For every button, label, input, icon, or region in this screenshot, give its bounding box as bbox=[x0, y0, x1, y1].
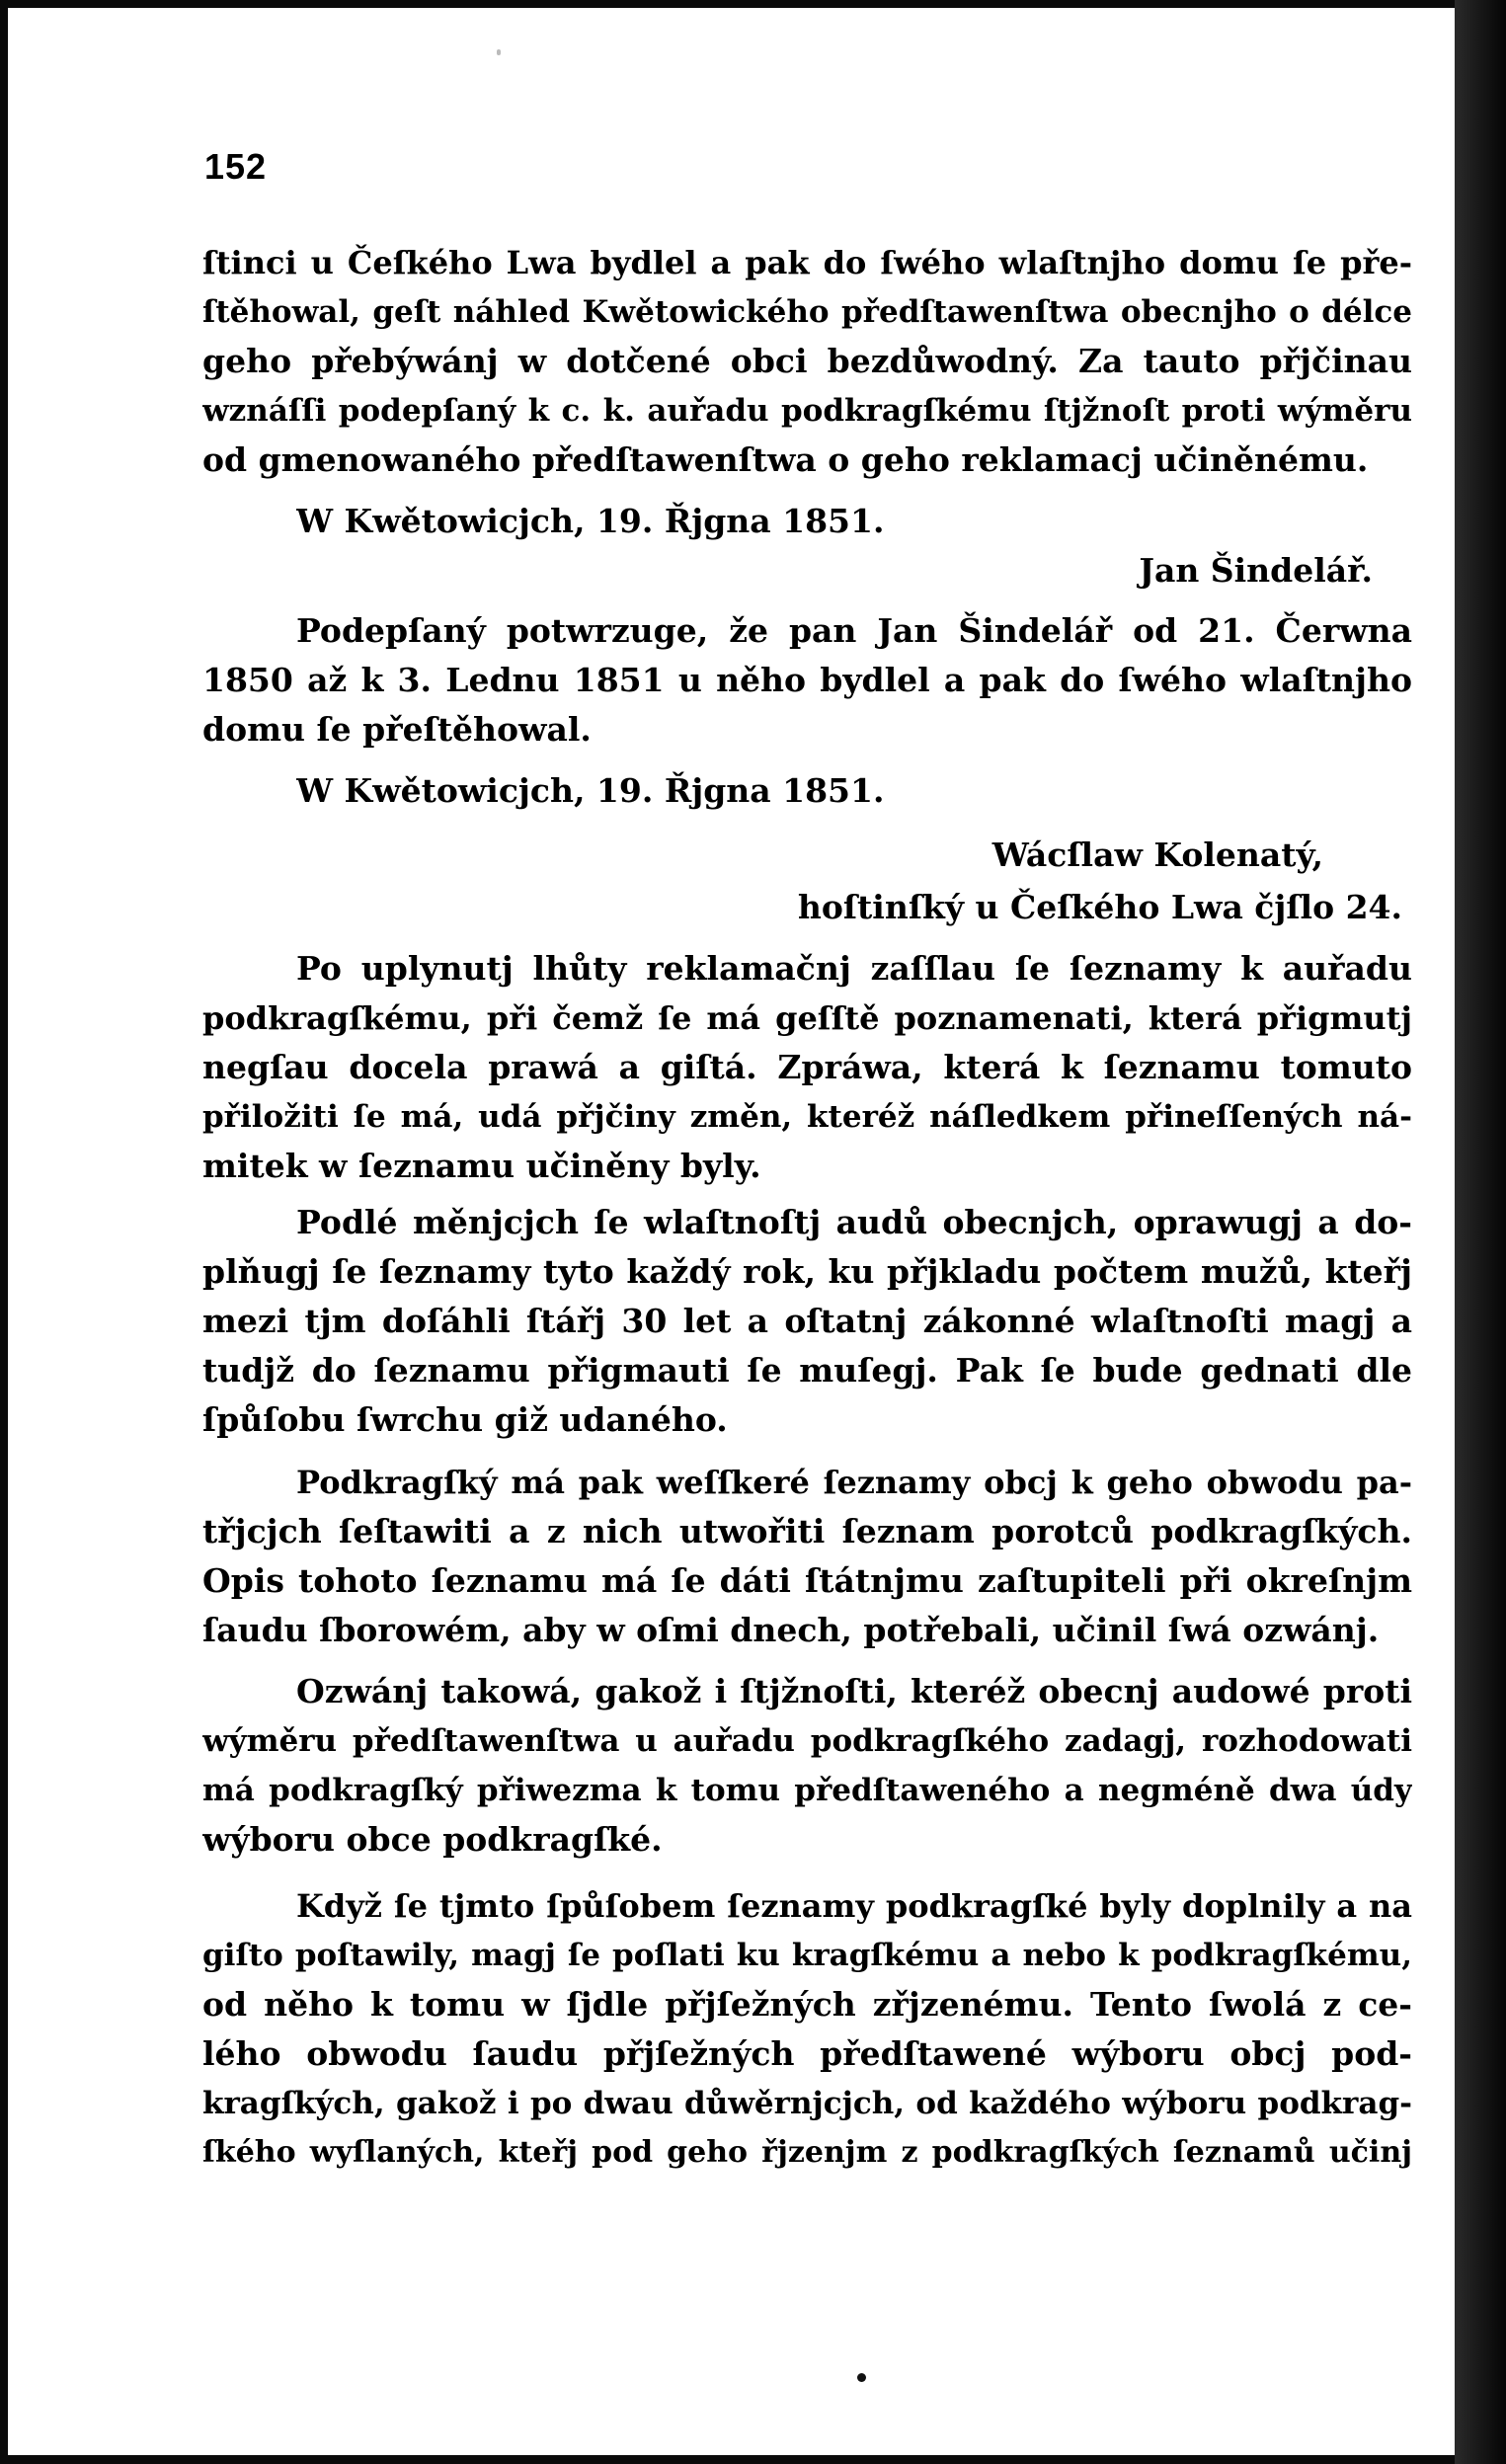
text-line: kragſkých, gakož i po dwau důwěrnjcjch, od každého wýboru podkrag- bbox=[202, 2086, 1412, 2121]
text-line: Po uplynutj lhůty reklamačnj zaſſlau ſe ſeznamy k auřadu bbox=[296, 949, 1412, 988]
text-line: ſaudu ſborowém, aby w oſmi dnech, potřebali, učinil ſwá ozwánj. bbox=[202, 1611, 1380, 1649]
text-line: lého obwodu ſaudu přjſežných předſtawené wýboru obcj pod- bbox=[202, 2034, 1412, 2073]
text-line: domu ſe přeſtěhowal. bbox=[202, 710, 592, 749]
text-line: třjcjch ſeſtawiti a z nich utwořiti ſeznam porotců podkragſkých. bbox=[202, 1512, 1412, 1550]
signature: Jan Šindelář. bbox=[1139, 551, 1373, 590]
text-line: wznáſſi podepſaný k c. k. auřadu podkragſkému ſtjžnoſt proti wýměru bbox=[202, 393, 1412, 429]
text-line: Podepſaný potwrzuge, že pan Jan Šindelář od 21. Čerwna bbox=[296, 611, 1412, 650]
text-line: ſkého wyſlaných, kteřj pod geho řjzenjm z podkragſkých ſeznamů učinj bbox=[202, 2135, 1412, 2170]
dateline: W Kwětowicjch, 19. Řjgna 1851. bbox=[296, 502, 885, 540]
text-line: mitek w ſeznamu učiněny byly. bbox=[202, 1147, 761, 1185]
text-line: Podkragſký má pak weſſkeré ſeznamy obcj k geho obwodu pa- bbox=[296, 1464, 1412, 1501]
text-line: wýměru předſtawenſtwa u auřadu podkragſkého zadagj, rozhodowati bbox=[202, 1723, 1412, 1759]
ink-dot bbox=[857, 2373, 866, 2382]
scan-speck bbox=[497, 49, 501, 55]
text-line: ſtinci u Čeſkého Lwa bydlel a pak do ſwého wlaſtnjho domu ſe pře- bbox=[202, 244, 1412, 281]
page-number: 152 bbox=[204, 146, 268, 187]
text-line: přiložiti ſe má, udá přjčiny změn, kteréž náſledkem přineſſených ná- bbox=[202, 1099, 1412, 1135]
text-line: ſtěhowal, geſt náhled Kwětowického předſtawenſtwa obecnjho o délce bbox=[202, 294, 1412, 330]
text-line: 1850 až k 3. Lednu 1851 u něho bydlel a pak do ſwého wlaſtnjho bbox=[202, 661, 1412, 699]
text-line: negſau docela prawá a giſtá. Zpráwa, která k ſeznamu tomuto bbox=[202, 1048, 1412, 1086]
text-line: Opis tohoto ſeznamu má ſe dáti ſtátnjmu zaſtupiteli při okreſnjm bbox=[202, 1561, 1412, 1600]
text-line: Podlé měnjcjch ſe wlaſtnoſtj audů obecnjch, oprawugj a do- bbox=[296, 1203, 1412, 1241]
signature-title: hoſtinſký u Čeſkého Lwa čjſlo 24. bbox=[797, 888, 1402, 926]
text-line: Ozwánj takowá, gakož i ſtjžnoſti, kteréž obecnj audowé proti bbox=[296, 1672, 1412, 1710]
text-line: má podkragſký přiwezma k tomu předſtaweného a negméně dwa údy bbox=[202, 1773, 1412, 1808]
text-line: od gmenowaného předſtawenſtwa o geho reklamacj učiněnému. bbox=[202, 440, 1369, 479]
signature: Wácſlaw Kolenatý, bbox=[991, 835, 1323, 874]
text-line: podkragſkému, při čemž ſe má geſſtě poznamenati, která přigmutj bbox=[202, 999, 1412, 1037]
text-line: geho přebýwánj w dotčené obci bezdůwodný. Za tauto přjčinau bbox=[202, 342, 1412, 380]
scan-edge-shadow bbox=[1455, 0, 1506, 2464]
text-line: mezi tjm doſáhli ſtářj 30 let a oſtatnj zákonné wlaſtnoſti magj a bbox=[202, 1302, 1412, 1340]
text-line: wýboru obce podkragſké. bbox=[202, 1820, 663, 1859]
text-line: tudjž do ſeznamu přigmauti ſe muſegj. Pak ſe bude gednati dle bbox=[202, 1351, 1412, 1390]
text-line: ſpůſobu ſwrchu giž udaného. bbox=[202, 1400, 728, 1439]
text-line: giſto poſtawily, magj ſe poſlati ku kragſkému a nebo k podkragſkému, bbox=[202, 1938, 1412, 1973]
text-line: plňugj ſe ſeznamy tyto každý rok, ku přjkladu počtem mužů, kteřj bbox=[202, 1252, 1412, 1291]
text-line: od něho k tomu w ſjdle přjſežných zřjzenému. Tento ſwolá z ce- bbox=[202, 1985, 1412, 2024]
text-line: Když ſe tjmto ſpůſobem ſeznamy podkragſké byly doplnily a na bbox=[296, 1887, 1412, 1925]
dateline: W Kwětowicjch, 19. Řjgna 1851. bbox=[296, 771, 885, 810]
